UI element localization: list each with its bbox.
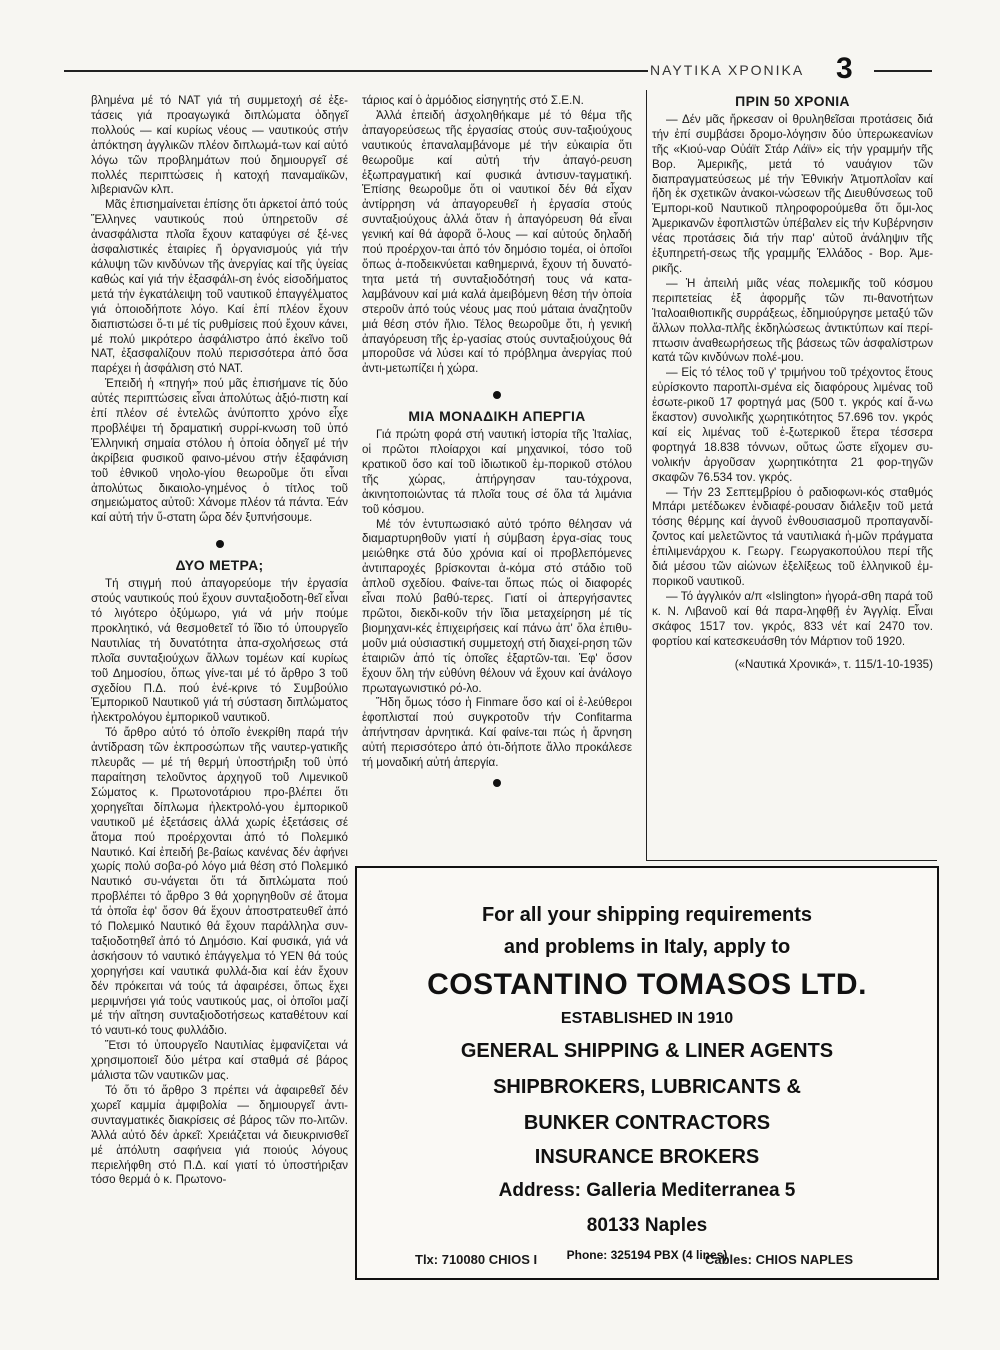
paragraph: — Δέν μᾶς ἤρκεσαν οἱ θρυληθεῖσαι προτάσεις διά τήν ἐπί συμβάσει δρομο-λόγησιν δύο ὑπερωκεανίων τῆς «Κιού-ναρ Οὐάϊτ Στάρ Λάϊν» εἰς τήν γραμμήν τῆς Βορ. Ἀμερικῆς, μετά τό ναυάγιον τῶν διαπραγματεύσεως μέ τήν Ἐθνικήν Ἀτμοπλοΐαν καί ἤδη ἐκ σχετικῶν ἀνακοι-νώσεων τῆς Διευθύνσεως τοῦ Ἐμπορι-κοῦ Ναυτικοῦ πληροφορούμεθα ὅτι ὅμι-λος Ἀμερικανῶν ἐφοπλιστῶν ὑπέβαλεν εἰς τήν Κυβέρνησιν νέας προτάσεις διά τήν παρ' αὐτοῦ ἀνάληψιν τῆς ἐξυπηρετή-σεως τῆς γραμμῆς Ἑλλάδος - Βορ. Ἀμε-ρικῆς.: [652, 112, 933, 275]
ad-telex: Tlx: 710080 CHIOS I: [415, 1252, 538, 1267]
paragraph: Τό ὅτι τό ἄρθρο 3 πρέπει νά ἀφαιρεθεῖ δέν χωρεῖ καμμία ἀμφιβολία — δημιουργεῖ ἀντι-συνταγματικές διακρίσεις σέ βάρος τῶν πο-λιτῶν. Ἀλλά αὐτό δέν ἀρκεῖ: Χρειάζεται νά διευκρινισθεῖ μέ ἀπόλυτη σαφήνεια γιά ποιούς λόγους περιελήφθη στό Π.Δ. καί γιατί τό ὑποστήριξαν τόσο θερμά ὁ κ. Πρωτονο-: [91, 1084, 348, 1187]
masthead: ΝΑΥΤΙΚΑ ΧΡΟΝΙΚΑ: [650, 62, 805, 78]
ad-cables: Cables: CHIOS NAPLES: [705, 1252, 854, 1267]
header-rule-left: [64, 70, 648, 72]
paragraph: βλημένα μέ τό ΝΑΤ γιά τή συμμετοχή σέ ἐξε-τάσεις γιά προαγωγικά διπλώματα ὁδηγεῖ πολλούς — καί κυρίως νέους — ναυτικούς στήν ἀπόκτηση ἀγγλικῶν πλέον διπλωμά-των καί αὐτό λόγω τῶν προβλημάτων πού δημιουργεῖ σέ πολλές περιπτώσεις ἡ κατοχή παναμαϊκῶν, λιβεριανῶν κλπ.: [91, 94, 348, 197]
ad-service: SHIPBROKERS, LUBRICANTS &: [493, 1076, 801, 1098]
ad-address: Address: Galleria Mediterranea 5: [498, 1180, 796, 1201]
section-heading: ΠΡΙΝ 50 ΧΡΟΝΙΑ: [735, 93, 850, 109]
page-number: 3: [836, 52, 853, 85]
ad-line: and problems in Italy, apply to: [503, 936, 791, 958]
ad-service: BUNKER CONTRACTORS: [523, 1112, 771, 1134]
ad-city: 80133 Naples: [586, 1215, 708, 1236]
paragraph: — Τό ἀγγλικόν α/π «Islington» ἠγορά-σθη παρά τοῦ κ. Ν. Λιβανοῦ καί θά παρα-ληφθῇ ἐν Ἀγγλίᾳ. Εἶναι σκάφος 1517 τον. γκρός, 833 νέτ καί 2470 τον. φορτίου καί κατεσκευάσθη τόν Μάρτιον τοῦ 1920.: [652, 589, 933, 648]
paragraph: — Εἰς τό τέλος τοῦ γ' τριμήνου τοῦ τρέχοντος ἔτους εὑρίσκοντο παροπλι-σμένα εἰς διαφόρους λιμένας τοῦ ἐσωτε-ρικοῦ 17 φορτηγά μας (500 τ. γκρός καί ἄ-νω ἕκαστον) συνολικῆς χωρητικότητος 57.696 τον. γκρός καί εἰς λιμένας τοῦ ἐ-ξωτερικοῦ ἕτερα τέσσερα φορτηγά 18.838 τόννων, οὕτως ὥστε εἴχομεν συ-νολικήν ἀργοῦσαν χωρητικότητα 21 φορ-τηγῶν σκαφῶν 76.534 τον. γκρός.: [652, 366, 933, 484]
section-bullet: [216, 540, 224, 548]
paragraph: Μᾶς ἐπισημαίνεται ἐπίσης ὅτι ἀρκετοί ἀπό τούς Ἕλληνες ναυτικούς πού ὑπηρετοῦν σέ ἀνασφάλιστα πλοῖα ἔχουν καταφύγει σέ ξέ-νες ἀσφαλιστικές ἑταιρίες ἤ ὀργανισμούς γιά τήν κάλυψη τῶν κινδύνων τῆς ἀνεργίας καί τῆς ὑγείας καθώς καί γιά τήν ἐξασφάλι-ση ἑνός εἰσοδήματος μετά τήν ἐγκατάλειψη τοῦ ναυτικοῦ ἐπαγγέλματος γιά ὁποιοδήποτε λόγο. Καί ἐπί πλέον ἔχουν διαπιστώσει ὅ-τι μέ τίς ρυθμίσεις πού ἔχουν κάνει, μέ πολύ μικρότερο ἀσφάλιστρο ἀπό ἐκεῖνο τοῦ ΝΑΤ, ἐξασφαλίζουν πολύ περισσότερα ἀπό ὅσα παρέχει ἡ ἀσφάλιση στό ΝΑΤ.: [91, 198, 348, 376]
paragraph: Τό ἄρθρο αὐτό τό ὁποῖο ἐνεκρίθη παρά τήν ἀντίδραση τῶν ἐκπροσώπων τῆς ναυτερ-γατικῆς πλευρᾶς — μέ τή θερμή ὑποστήριξη τοῦ ὑπό παραίτηση τελοῦντος ἀρχηγοῦ τοῦ Λιμενικοῦ Σώματος κ. Πρωτονοτάριου προ-βλέπει ὅτι χορηγεῖται δίπλωμα ἠλεκτρολό-γου ἐμπορικοῦ ναυτικοῦ μέ ἐξετάσεις ἀλλά χωρίς ἐξετάσεις σέ ἄτομα πού προέρχονται ἀπό τό Πολεμικό Ναυτικό. Καί ἐπειδή βε-βαίως κανένας δέν ἀφήνει χωρίς πολύ σοβα-ρό λόγο μιά θέση στό Πολεμικό Ναυτικό συ-νάγεται ὅτι τά διπλώματα πού προβλέπει τό ἄρθρο 3 θά χορηγηθοῦν σέ ἄτομα τά ὁποῖα ἐφ' ὅσον θά ἔχουν ἀποστρατευθεῖ ἀπό τό Πολεμικό Ναυτικό θά ἔχουν παράλληλα συν-ταξιοδοτηθεῖ ἀπό τό Δημόσιο. Καί φυσικά, γιά νά ἀσκήσουν τό ναυτικό ἐπάγγελμα τό ΥΕΝ θά τούς χορηγήσει καί ναυτικά φυλλά-δια καί ἐάν ἔχουν δέν πρόκειται νά τούς τά ἀφαιρέσει, ὅπως ἔχει μεριμνήσει γιά τούς ναυτικούς μας, οἱ ὁποῖοι μαζί μέ τήν αἴτηση συνταξιοδοτήσεως καταθέτουν καί τό ναυτι-κό τους φυλλάδιο.: [91, 726, 348, 1038]
ad-phone: Phone: 325194 PBX (4 lines): [566, 1248, 728, 1262]
section-bullet: [493, 779, 501, 787]
column-3: [652, 94, 933, 672]
section-heading: ΜΙΑ ΜΟΝΑΔΙΚΗ ΑΠΕΡΓΙΑ: [408, 408, 586, 425]
section-heading: ΔΥΟ ΜΕΤΡΑ;: [175, 557, 264, 574]
paragraph: Τή στιγμή πού ἀπαγορεύομε τήν ἐργασία στούς ναυτικούς πού ἔχουν συνταξιοδοτη-θεῖ εἶναι τό λιγότερο ὀξύμωρο, γιά νά μήν πούμε προκλητικό, νά θεσμοθετεῖ τό ἴδιο τό ὑπουργεῖο Ναυτιλίας τή δυνατότητα ἀπα-σχολήσεως στά πλοῖα συνταξιούχων ἄλλων τομέων καί κυρίως τοῦ Δημοσίου, ὅπως γίνε-ται μέ τό ἄρθρο 3 τοῦ σχεδίου Π.Δ. πού ἐνέ-κρινε τό Συμβούλιο Ἐμπορικοῦ Ναυτικοῦ γιά τή σύσταση διπλώματος ἠλεκτρολόγου ἐμπορικοῦ ναυτικοῦ.: [91, 577, 348, 725]
section-bullet: [493, 391, 501, 399]
ad-company-name: COSTANTINO TOMASOS LTD.: [427, 968, 867, 1001]
advertisement: [355, 866, 939, 1280]
ad-service: INSURANCE BROKERS: [534, 1146, 760, 1168]
ad-established: ESTABLISHED IN 1910: [560, 1010, 734, 1027]
paragraph: Ἤδη ὅμως τόσο ἡ Finmare ὅσο καί οἱ ἐ-λεύθεροι ἐφοπλισταί πού συγκροτοῦν τήν Confitarma ἀπήντησαν ἀρνητικά. Καί φαίνε-ται πώς ἡ ἄρνηση αὐτή περισσότερο ἀπό ὁτι-δήποτε ἄλλο προκάλεσε τή μοναδική αὐτή ἀπεργία.: [362, 696, 632, 770]
paragraph: Μέ τόν ἐντυπωσιακό αὐτό τρόπο θέλησαν νά διαμαρτυρηθοῦν γιατί ἡ σύμβαση ἐργα-σίας τους μειώθηκε στά δύο χρόνια καί οἱ προβλεπόμενες ἀντιπαροχές βρίσκονται ἀ-κόμα στό στάδιο τοῦ ἁπλοῦ σχεδίου. Φαίνε-ται ὅπως πώς οἱ διαφορές εἶναι πολύ βαθύ-τερες. Γιατί οἱ ἀπεργήσαντες πρῶτοι, διεκδι-κοῦν τήν ἴδια μεταχείρηση μέ τίς βιομηχανι-κές ἐπιχειρήσεις καί πάνω ἀπ' ὅλα ἐπιθυ-μοῦν μιά οὐσιαστική συμμετοχή στή διαχεί-ρηση τῶν ἑταιριῶν ἀπό τίς ὁποῖες ἐξαρτῶν-ται. Ἐφ' ὅσον ἔχουν ὅλη τήν εὐθύνη θέλουν νά ἔχουν καί ἀνάλογο πρωταγωνιστικό ρό-λο.: [362, 517, 632, 695]
paragraph: Ἐπειδή ἡ «πηγή» πού μᾶς ἐπισήμανε τίς δύο αὐτές περιπτώσεις εἶναι ἀπολύτως ἀξιό-πιστη καί ἐπί πλέον σέ ἐντελῶς ἀνύποπτο χρόνο εἶχε προβλέψει τή δραματική συρρί-κνωση τοῦ ὑπό Ἑλληνική σημαία στόλου ἡ ὁποία ὁδηγεῖ μέ τήν ἀκρίβεια φυσικοῦ φαινο-μένου στήν ἐξαφάνιση τοῦ ἐθνικοῦ νηολο-γίου θεωροῦμε ὅτι εἶναι ἀπολύτως δικαιολο-γημένος ὁ τίτλος τοῦ σημειώματος αὐτοῦ: Χάνομε πλέον τά πάντα. Ἐάν καί αὐτή τήν ὕ-στατη ὥρα δέν ξυπνήσουμε.: [91, 377, 348, 525]
paragraph: — Ἡ ἀπειλή μιᾶς νέας πολεμικῆς τοῦ κόσμου περιπετείας ἐξ ἀφορμῆς τῶν πι-θανοτήτων Ἰταλοαιθιοπικῆς συρράξεως, ἐδημιούργησε μεταξύ τῶν ἄλλων πολλα-πλῆς ἐκδηλώσεως ἀντικτύπων καί περί-πτωσιν ἀναθεωρήσεως τῆς βάσεως τῶν ἀσφαλίστρων κατά τῶν κινδύνων πολέ-μου.: [652, 276, 933, 365]
paragraph: — Τήν 23 Σεπτεμβρίου ὁ ραδιοφωνι-κός σταθμός Μπάρι μετέδωκεν ἐνδιαφέ-ρουσαν διάλεξιν τοῦ μετά τόσης θέρμης καί ἁγνοῦ ἐνθουσιασμοῦ προπαγανδί-ζοντος καί μελετῶντος τά ναυτιλιακά ἡ-μῶν πράγματα ἐπιλιμενάρχου κ. Γεωργ. Γεωργακοπούλου περί τῆς διά μέσου τῶν αἰώνων ἐξελίξεως τοῦ ἑλληνικοῦ ἐμ-πορικοῦ ναυτικοῦ.: [652, 485, 933, 588]
column-2: [362, 94, 632, 797]
paragraph: Γιά πρώτη φορά στή ναυτική ἱστορία τῆς Ἰταλίας, οἱ πρῶτοι πλοίαρχοι καί μηχανικοί, τόσο τοῦ κρατικοῦ ὅσο καί τοῦ ἰδιωτικοῦ ἐμ-πορικοῦ στόλου τῆς χώρας, ἀπήργησαν ταυ-τόχρονα, ἀκινητοποιώντας τά πλοῖα τους σέ ὅλα τά λιμάνια τοῦ κόσμου.: [362, 428, 632, 516]
column-1: [91, 94, 348, 1188]
ad-service: GENERAL SHIPPING & LINER AGENTS: [460, 1040, 834, 1062]
ad-line: For all your shipping requirements: [481, 904, 813, 926]
paragraph: τάριος καί ὁ ἁρμόδιος εἰσηγητής στό Σ.Ε.Ν.: [362, 94, 584, 107]
header-rule-right: [874, 70, 932, 72]
paragraph: Ἔτσι τό ὑπουργεῖο Ναυτιλίας ἐμφανίζεται νά χρησιμοποιεῖ δύο μέτρα καί σταθμά σέ βάρος μάλιστα τῶν ναυτικῶν μας.: [91, 1039, 348, 1083]
paragraph: Ἀλλά ἐπειδή ἀσχοληθήκαμε μέ τό θέμα τῆς ἀπαγορεύσεως τῆς ἐργασίας στούς συν-ταξιούχους ναυτικούς ἐπαναλαμβάνομε μέ τήν εὐκαιρία ὅτι θεωροῦμε καί αὐτή τήν ἀπαγό-ρευση ἐξωπραγματική καί φυσικά ἀντισυν-ταγματική. Ἐπίσης θεωροῦμε ὅτι οἱ ναυτικοί δέν θά εἶχαν ἀντίρρηση νά ἀπαγορευθεῖ ἡ ἐργασία στούς συνταξιούχους ἀλλά ὅταν ἡ ἀπαγόρευση θά εἶναι γενική καί θά ἀφορᾶ ὅ-λους — καί αὐτούς δηλαδή πού προέρχον-ται ἀπό τόν δημόσιο τομέα, οἱ ὁποῖοι ὅπως ἀ-ποδεικνύεται καθημερινά, ἔχουν τή δυνατό-τητα μετά τή συνταξιοδότησή τους νά κατα-λαμβάνουν καί μιά καλά ἀμειβόμενη θέση τήν ὁποία στεροῦν ἀπό τούς νέους μας πού μάταια ἀναζητοῦν μιά θέση στόν ἥλιο. Τέλος θεωροῦμε ὅτι, ἡ γενική ἀπαγόρευση τῆς ἐρ-γασίας στούς συνταξιούχους θά μποροῦσε νά λύσει καί τό πρόβλημα ἀνεργίας πού ἀντι-μετωπίζει ἡ χώρα.: [362, 108, 632, 376]
source-citation: («Ναυτικά Χρονικά», τ. 115/1-10-1935): [734, 657, 933, 671]
